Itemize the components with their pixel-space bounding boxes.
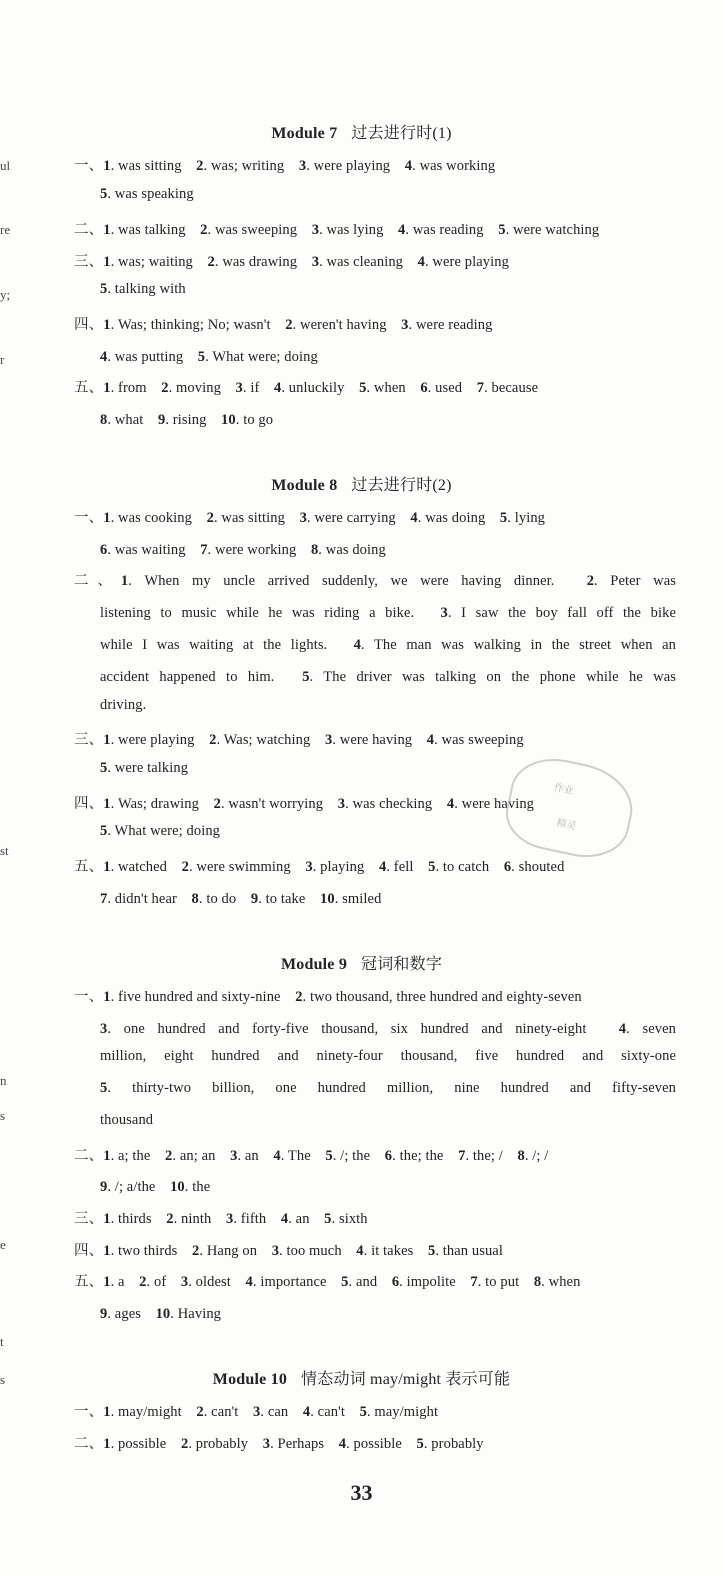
edge-fragment: st: [0, 843, 9, 858]
answer-line: 8. what 9. rising 10. to go: [100, 412, 274, 428]
answer-line: accident happened to him. 5. The driver was talking on the phone while he was: [100, 669, 677, 685]
answer-line: 二、1. possible 2. probably 3. Perhaps 4. possible 5. probably: [74, 1436, 484, 1452]
answer-line: 二、1. was talking 2. was sweeping 3. was lying 4. was reading 5. were watching: [74, 222, 600, 238]
answer-line: 五、1. watched 2. were swimming 3. playing 4. fell 5. to catch 6. shouted: [74, 859, 565, 875]
answer-line: 四、1. two thirds 2. Hang on 3. too much 4. it takes 5. than usual: [74, 1243, 503, 1259]
answer-line: 一、1. may/might 2. can't 3. can 4. can't 5. may/might: [74, 1404, 439, 1420]
answer-line: million, eight hundred and ninety-four thousand, five hundred and sixty-one: [100, 1048, 676, 1064]
page-number: 33: [350, 1480, 373, 1505]
answer-line: thousand: [100, 1112, 154, 1128]
answer-line: 5. talking with: [100, 281, 186, 297]
module-subtitle: 过去进行时(2): [351, 477, 452, 494]
stamp-text: 作业: [552, 782, 575, 798]
answer-line: 三、1. were playing 2. Was; watching 3. were having 4. was sweeping: [74, 732, 524, 748]
answer-line: 三、1. thirds 2. ninth 3. fifth 4. an 5. sixth: [74, 1211, 368, 1227]
module-7-heading: [0, 120, 723, 143]
module-title: Module 7: [271, 125, 338, 142]
answer-line: listening to music while he was riding a bike. 3. I saw the boy fall off the bike: [100, 605, 676, 621]
answer-line: 一、1. was cooking 2. was sitting 3. were carrying 4. was doing 5. lying: [74, 510, 546, 526]
answer-line: 5. What were; doing: [100, 823, 221, 839]
answer-line: 3. one hundred and forty-five thousand, six hundred and ninety-eight 4. seven: [100, 1021, 676, 1037]
edge-fragment: t: [0, 1334, 4, 1349]
answer-line: 5. were talking: [100, 760, 189, 776]
module-8-heading: [0, 472, 723, 495]
module-subtitle: 冠词和数字: [361, 956, 443, 973]
answer-line: 五、1. a 2. of 3. oldest 4. importance 5. and 6. impolite 7. to put 8. when: [74, 1274, 581, 1290]
answer-line: driving.: [100, 697, 147, 713]
module-10-heading: [0, 1366, 723, 1389]
module-subtitle: 过去进行时(1): [351, 125, 452, 142]
module-title: Module 8: [271, 477, 338, 494]
edge-fragment: y;: [0, 287, 11, 302]
edge-fragment: e: [0, 1237, 6, 1252]
answer-line: 二、1. a; the 2. an; an 3. an 4. The 5. /; the 6. the; the 7. the; / 8. /; /: [74, 1148, 549, 1164]
edge-fragment: s: [0, 1372, 6, 1387]
answer-line: 二、1. When my uncle arrived suddenly, we were having dinner. 2. Peter was: [74, 573, 676, 589]
answer-line: 五、1. from 2. moving 3. if 4. unluckily 5. when 6. used 7. because: [74, 380, 539, 396]
answer-line: 7. didn't hear 8. to do 9. to take 10. smiled: [100, 891, 382, 907]
module-subtitle: 情态动词 may/might 表示可能: [301, 1371, 511, 1388]
stamp-text: 精灵: [555, 817, 578, 833]
answer-line: 四、1. Was; thinking; No; wasn't 2. weren't having 3. were reading: [74, 317, 493, 333]
answer-line: 一、1. was sitting 2. was; writing 3. were playing 4. was working: [74, 158, 496, 174]
edge-fragment: s: [0, 1108, 6, 1123]
answer-line: 一、1. five hundred and sixty-nine 2. two thousand, three hundred and eighty-seven: [74, 989, 582, 1005]
answer-line: 9. /; a/the 10. the: [100, 1179, 211, 1195]
module-title: Module 10: [212, 1371, 288, 1388]
answer-line: while I was waiting at the lights. 4. The man was walking in the street when an: [100, 637, 676, 653]
answer-line: 9. ages 10. Having: [100, 1306, 222, 1322]
answer-line: 三、1. was; waiting 2. was drawing 3. was cleaning 4. were playing: [74, 254, 509, 270]
edge-fragment: r: [0, 352, 5, 367]
answer-line: 5. thirty-two billion, one hundred million, nine hundred and fifty-seven: [100, 1080, 676, 1096]
answer-line: 四、1. Was; drawing 2. wasn't worrying 3. was checking 4. were having: [74, 796, 535, 812]
answer-line: 5. was speaking: [100, 186, 194, 202]
answer-line: 6. was waiting 7. were working 8. was doing: [100, 542, 386, 558]
module-title: Module 9: [280, 956, 348, 973]
answer-line: 4. was putting 5. What were; doing: [100, 349, 318, 365]
edge-fragment: re: [0, 222, 11, 237]
module-9-heading: [0, 951, 723, 974]
edge-fragment: n: [0, 1073, 7, 1088]
edge-fragment: ul: [0, 158, 11, 173]
